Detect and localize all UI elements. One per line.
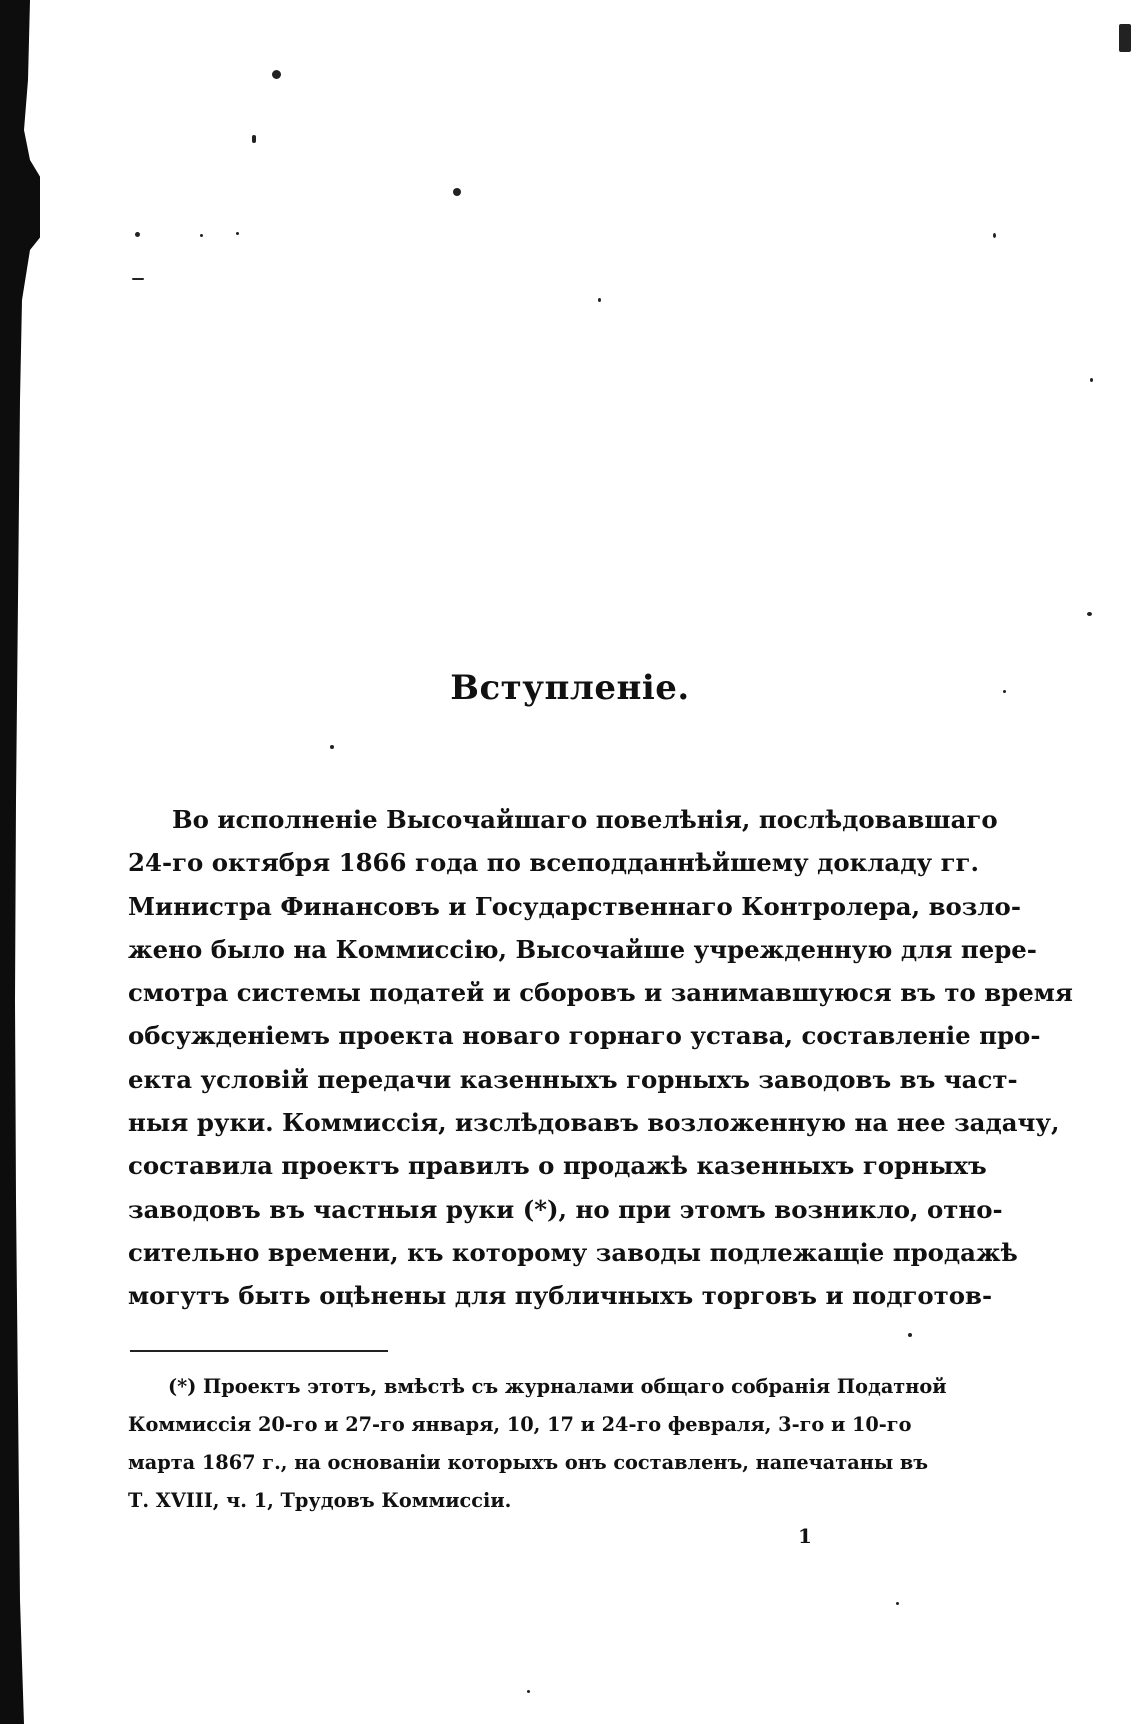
body-paragraph: [128, 798, 1073, 1318]
body-line: могутъ быть оцѣнены для публичныхъ торговъ и подготов-: [128, 1281, 993, 1311]
body-line: 24-го октября 1866 года по всеподданнѣйшему докладу гг.: [128, 848, 979, 878]
scan-speck: [1090, 378, 1093, 382]
scan-speck: [908, 1333, 912, 1337]
scan-speck: [132, 278, 144, 280]
body-line: Министра Финансовъ и Государственнаго Контролера, возло-: [128, 891, 1021, 921]
body-line: составила проектъ правилъ о продажѣ казенныхъ горныхъ: [128, 1151, 987, 1181]
footnote-line: (*) Проектъ этотъ, вмѣстѣ съ журналами общаго собранія Податной: [168, 1375, 947, 1398]
scan-speck: [330, 745, 334, 749]
scan-speck: [527, 1690, 530, 1693]
scan-speck: [1119, 24, 1131, 52]
scan-speck: [993, 233, 996, 238]
scan-shadow-shape: [0, 0, 40, 1724]
footnote-line: Т. XVIII, ч. 1, Трудовъ Коммиссіи.: [128, 1489, 512, 1512]
body-line: смотра системы податей и сборовъ и занимавшуюся въ то время: [128, 978, 1073, 1008]
body-line: екта условій передачи казенныхъ горныхъ заводовъ въ част-: [128, 1064, 1018, 1094]
footnote-line: Коммиссія 20-го и 27-го января, 10, 17 и 24-го февраля, 3-го и 10-го: [128, 1413, 912, 1436]
body-line: жено было на Коммиссію, Высочайше учрежденную для пере-: [128, 934, 1037, 964]
scan-speck: [453, 188, 461, 196]
scan-shadow-edge: [0, 0, 40, 1724]
scan-speck: [1087, 612, 1092, 616]
scan-speck: [236, 232, 239, 235]
footnote: [128, 1368, 947, 1520]
body-line: Во исполненіе Высочайшаго повелѣнія, послѣдовавшаго: [172, 805, 998, 834]
body-line: обсужденіемъ проекта новаго горнаго устава, составленіе про-: [128, 1021, 1041, 1051]
section-heading: Вступленіе.: [450, 668, 690, 708]
body-line: сительно времени, къ которому заводы подлежащіе продажѣ: [128, 1237, 1018, 1267]
page-number: 1: [798, 1524, 812, 1548]
scan-speck: [200, 234, 203, 237]
body-line: ныя руки. Коммиссія, изслѣдовавъ возложенную на нее задачу,: [128, 1108, 1060, 1138]
scan-speck: [252, 135, 256, 143]
scan-speck: [135, 232, 140, 237]
footnote-line: марта 1867 г., на основаніи которыхъ онъ составленъ, напечатаны въ: [128, 1451, 929, 1474]
body-line: заводовъ въ частныя руки (*), но при этомъ возникло, отно-: [128, 1194, 1003, 1224]
scan-speck: [272, 70, 281, 79]
scan-speck: [598, 298, 601, 302]
scan-speck: [896, 1602, 899, 1605]
footnote-divider: [130, 1350, 388, 1352]
